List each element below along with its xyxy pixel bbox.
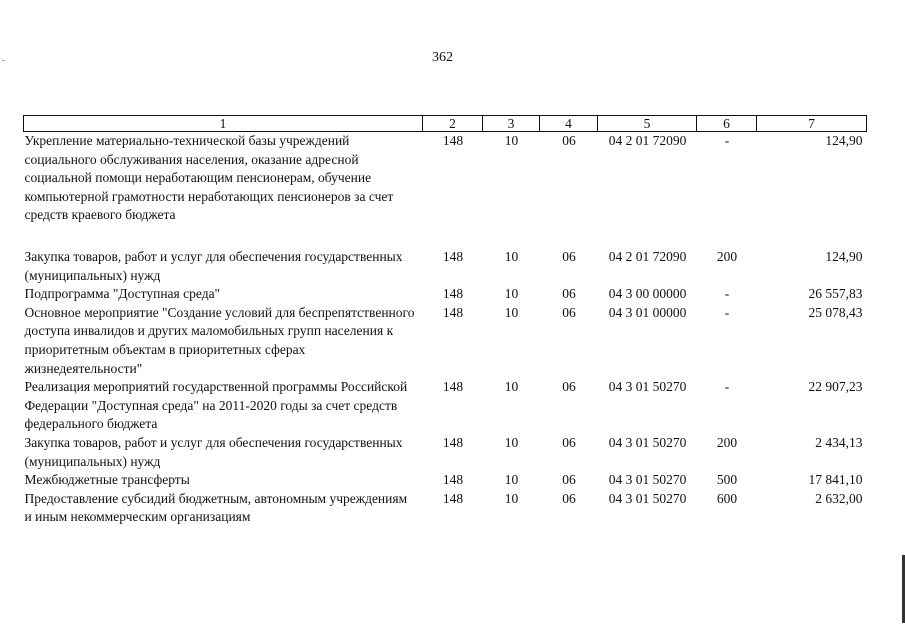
row-section-code: 10 <box>504 434 519 450</box>
table-row <box>24 490 867 527</box>
row-subsection-code: 06 <box>562 304 576 320</box>
row-amount: 26 557,83 <box>808 286 863 302</box>
table-row <box>24 304 867 378</box>
row-subsection-code: 06 <box>562 379 576 395</box>
row-name: Межбюджетные трансферты <box>24 472 190 488</box>
table-header <box>24 116 867 132</box>
row-ministry-code: 148 <box>442 472 464 488</box>
row-expense-type: 500 <box>716 472 738 488</box>
page-number: 362 <box>432 50 453 65</box>
row-target-code: 04 2 01 72090 <box>608 133 687 148</box>
row-expense-type: 600 <box>716 490 738 506</box>
row-section-code: 10 <box>504 379 519 395</box>
budget-table <box>23 115 867 527</box>
header-col-1: 1 <box>24 116 423 132</box>
row-name: Реализация мероприятий государственной программы Российской Федерации "Доступная среда" на 2011-2020 годы за счет средств федерального бюджета <box>24 379 408 432</box>
row-name: Укрепление материально-технической базы учреждений социального обслуживания населения, оказание адресной социальной помощи неработающим пенсионерам, обучение компьютерной грамотности неработающих пенсионеров за счет средств краевого бюджета <box>24 133 394 223</box>
row-target-code: 04 3 01 00000 <box>608 304 687 320</box>
header-col-2: 2 <box>423 116 483 132</box>
row-expense-type: - <box>724 286 730 302</box>
table-body <box>24 132 867 527</box>
row-subsection-code: 06 <box>562 248 576 264</box>
table-row <box>24 378 867 434</box>
row-target-code: 04 3 01 50270 <box>608 472 687 488</box>
row-target-code: 04 3 01 50270 <box>608 490 687 506</box>
row-section-code: 10 <box>504 133 519 148</box>
table-row <box>24 434 867 471</box>
row-amount: 2 632,00 <box>815 490 863 506</box>
header-col-4: 4 <box>540 116 598 132</box>
row-target-code: 04 3 01 50270 <box>608 434 687 450</box>
row-ministry-code: 148 <box>442 379 464 395</box>
table-row <box>24 285 867 304</box>
row-expense-type: - <box>724 133 730 148</box>
table-row <box>24 248 867 285</box>
row-subsection-code: 06 <box>562 434 576 450</box>
row-amount: 17 841,10 <box>808 472 863 488</box>
row-ministry-code: 148 <box>442 434 464 450</box>
row-expense-type: 200 <box>716 434 738 450</box>
row-section-code: 10 <box>504 472 519 488</box>
row-amount: 25 078,43 <box>808 304 863 320</box>
row-target-code: 04 2 01 72090 <box>608 248 687 264</box>
row-target-code: 04 3 00 00000 <box>608 286 687 302</box>
row-ministry-code: 148 <box>442 248 464 264</box>
row-name: Закупка товаров, работ и услуг для обеспечения государственных (муниципальных) нужд <box>24 248 403 283</box>
header-col-5: 5 <box>598 116 697 132</box>
row-amount: 124,90 <box>825 248 863 264</box>
row-expense-type: - <box>724 304 730 320</box>
row-section-code: 10 <box>504 490 519 506</box>
row-target-code: 04 3 01 50270 <box>608 379 687 395</box>
row-expense-type: 200 <box>716 248 738 264</box>
row-section-code: 10 <box>504 286 519 302</box>
row-amount: 2 434,13 <box>815 434 863 450</box>
row-ministry-code: 148 <box>442 490 464 506</box>
row-ministry-code: 148 <box>442 133 464 148</box>
header-col-7: 7 <box>757 116 867 132</box>
row-section-code: 10 <box>504 248 519 264</box>
table-row <box>24 132 867 248</box>
row-subsection-code: 06 <box>562 472 576 488</box>
header-col-6: 6 <box>697 116 757 132</box>
row-amount: 22 907,23 <box>808 379 863 395</box>
row-name: Предоставление субсидий бюджетным, автономным учреждениям и иным некоммерческим организациям <box>24 490 408 525</box>
header-row <box>24 116 867 132</box>
row-subsection-code: 06 <box>562 490 576 506</box>
header-col-3: 3 <box>483 116 540 132</box>
row-section-code: 10 <box>504 304 519 320</box>
row-subsection-code: 06 <box>562 286 576 302</box>
row-name: Подпрограмма "Доступная среда" <box>24 286 221 302</box>
row-subsection-code: 06 <box>562 133 576 148</box>
row-name: Закупка товаров, работ и услуг для обеспечения государственных (муниципальных) нужд <box>24 434 403 469</box>
row-expense-type: - <box>724 379 730 395</box>
table-row <box>24 471 867 490</box>
row-ministry-code: 148 <box>442 304 464 320</box>
row-ministry-code: 148 <box>442 286 464 302</box>
row-name: Основное мероприятие "Создание условий для беспрепятственного доступа инвалидов и других маломобильных групп населения к приоритетным объектам в приоритетных сферах жизнедеятельности" <box>24 304 415 376</box>
row-amount: 124,90 <box>825 133 863 148</box>
